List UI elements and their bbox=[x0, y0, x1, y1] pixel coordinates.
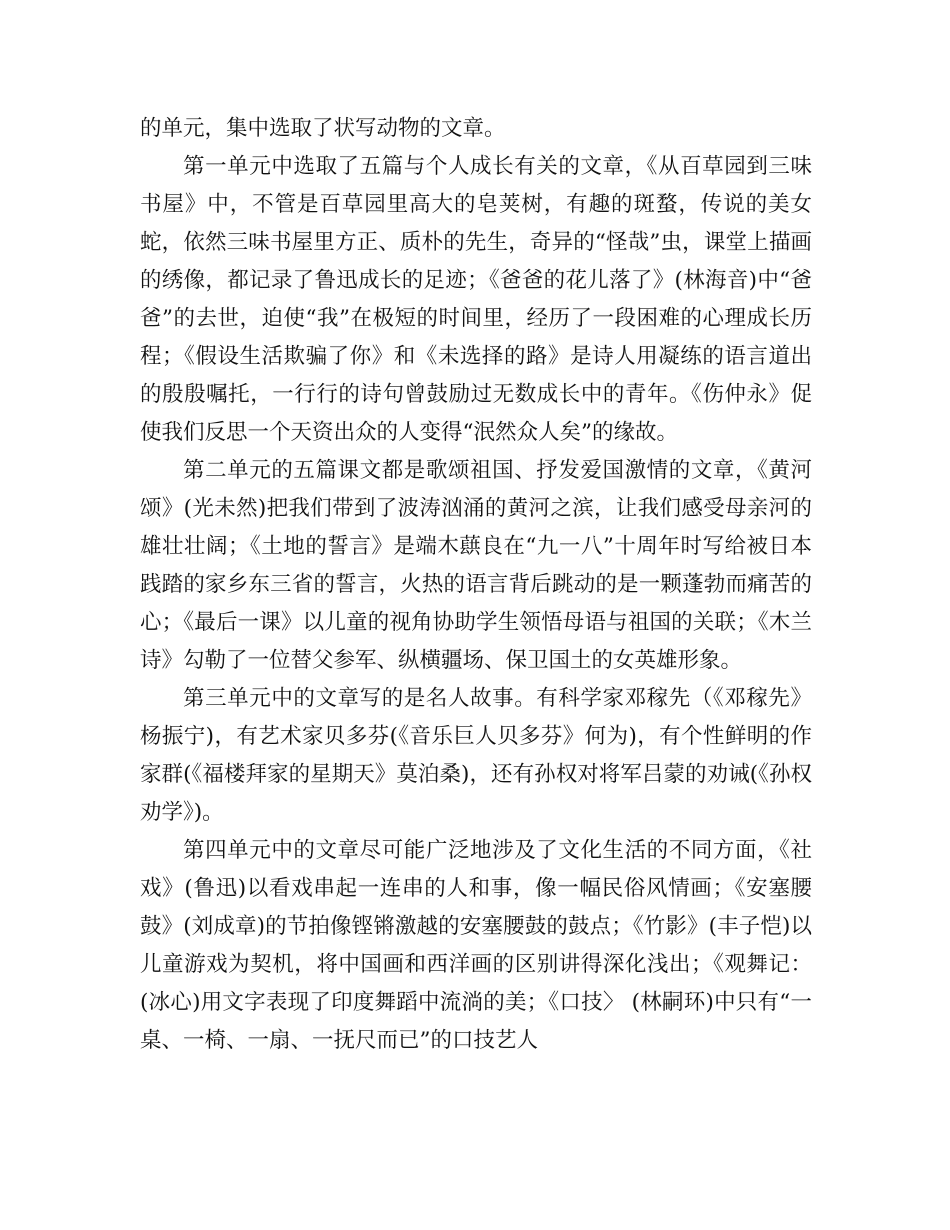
paragraph-unit-four: 第四单元中的文章尽可能广泛地涉及了文化生活的不同方面，《社戏》(鲁迅)以看戏串起一连串的人和事，像一幅民俗风情画；《安塞腰鼓》(刘成章)的节拍像铿锵激越的安塞腰鼓的鼓点；《竹影》(丰子恺)以儿童游戏为契机，将中国画和西洋画的区别讲得深化浅出；《观舞记：(冰心)用文字表现了印度舞蹈中流淌的美；《口技〉 (林嗣环)中只有“一桌、一椅、一扇、一抚尺而已”的口技艺人 bbox=[140, 838, 812, 1053]
document-page bbox=[140, 110, 812, 1060]
paragraph-unit-one: 第一单元中选取了五篇与个人成长有关的文章，《从百草园到三味书屋》中，不管是百草园里高大的皂荚树，有趣的斑蝥，传说的美女蛇，依然三味书屋里方正、质朴的先生，奇异的“怪哉”虫，课堂上描画的绣像，都记录了鲁迅成长的足迹；《爸爸的花儿落了》(林海音)中“爸爸”的去世，迫使“我”在极短的时间里，经历了一段困难的心理成长历程；《假设生活欺骗了你》和《未选择的路》是诗人用凝练的语言道出的殷殷嘱托，一行行的诗句曾鼓励过无数成长中的青年。《伤仲永》促使我们反思一个天资出众的人变得“泯然众人矣”的缘故。 bbox=[140, 154, 812, 445]
paragraph-intro-continuation: 的单元，集中选取了状写动物的文章。 bbox=[140, 116, 506, 141]
paragraph-unit-two: 第二单元的五篇课文都是歌颂祖国、抒发爱国激情的文章，《黄河颂》(光未然)把我们带到了波涛汹涌的黄河之滨，让我们感受母亲河的雄壮壮阔；《土地的誓言》是端木蕻良在“九一八”十周年时写给被日本践踏的家乡东三省的誓言，火热的语言背后跳动的是一颗蓬勃而痛苦的心；《最后一课》以儿童的视角协助学生领悟母语与祖国的关联；《木兰诗》勾勒了一位替父参军、纵横疆场、保卫国土的女英雄形象。 bbox=[140, 458, 812, 673]
paragraph-unit-three: 第三单元中的文章写的是名人故事。有科学家邓稼先（《邓稼先》杨振宁)，有艺术家贝多芬(《音乐巨人贝多芬》何为)，有个性鲜明的作家群(《福楼拜家的星期天》莫泊桑)，还有孙权对将军吕蒙的劝诫(《孙权劝学》)。 bbox=[140, 686, 812, 825]
